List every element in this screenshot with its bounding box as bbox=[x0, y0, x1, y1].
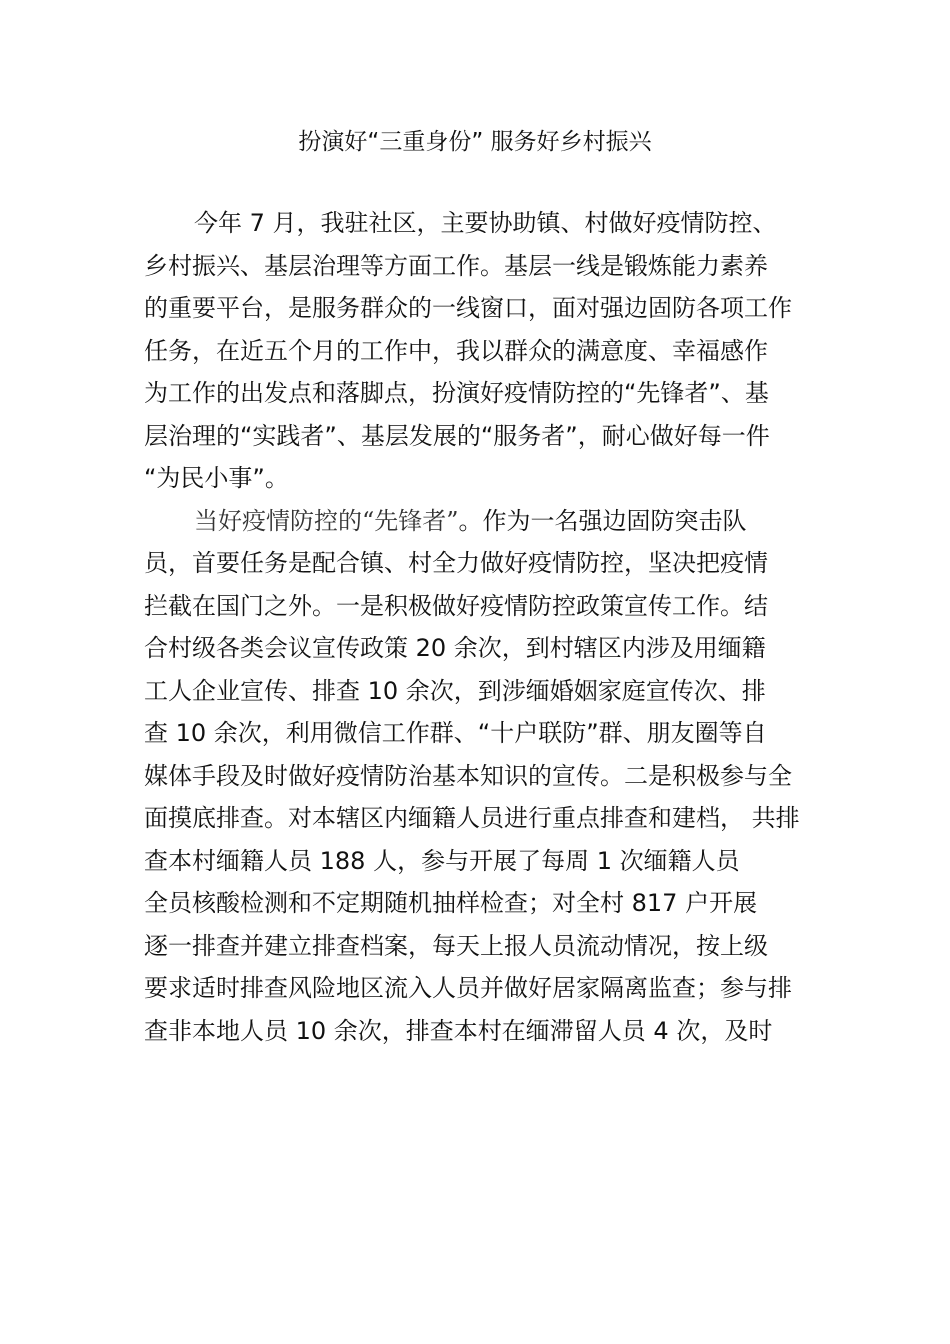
document-title: 扮演好“三重身份” 服务好乡村振兴 bbox=[298, 129, 652, 155]
paragraph-2-line-1 bbox=[144, 500, 824, 543]
paragraph-2-line-12: 要求适时排查风险地区流入人员并做好居家隔离监查；参与排 bbox=[144, 974, 792, 1002]
paragraph-2-line-5: 工人企业宣传、排查 10 余次，到涉缅婚姻家庭宣传次、排 bbox=[144, 676, 766, 705]
paragraph-2-line-6: 查 10 余次，利用微信工作群、“十户联防”群、朋友圈等自 bbox=[144, 719, 767, 747]
paragraph-1-line-3: 的重要平台，是服务群众的一线窗口，面对强边固防各项工作 bbox=[144, 294, 792, 322]
paragraph-1-line-5: 为工作的出发点和落脚点，扮演好疫情防控的“先锋者”、基 bbox=[144, 379, 769, 407]
paragraph-1-line-2: 乡村振兴、基层治理等方面工作。基层一线是锻炼能力素养 bbox=[144, 251, 768, 280]
paragraph-2-line-7: 媒体手段及时做好疫情防治基本知识的宣传。二是积极参与全 bbox=[144, 761, 792, 790]
paragraph-1-line-4: 任务，在近五个月的工作中，我以群众的满意度、幸福感作 bbox=[144, 336, 768, 365]
paragraph-2-line-1-rest: 。作为一名强边固防突击队 bbox=[458, 506, 747, 535]
section-heading-vanguard: 当好疫情防控的“先锋者” bbox=[194, 506, 459, 535]
paragraph-2-line-11: 逐一排查并建立排查档案，每天上报人员流动情况，按上级 bbox=[144, 931, 768, 960]
paragraph-2-line-3: 拦截在国门之外。一是积极做好疫情防控政策宣传工作。结 bbox=[144, 591, 768, 620]
paragraph-1-line-1: 今年 7 月，我驻社区，主要协助镇、村做好疫情防控、 bbox=[194, 209, 777, 237]
paragraph-2-line-2: 员，首要任务是配合镇、村全力做好疫情防控，坚决把疫情 bbox=[144, 549, 768, 577]
paragraph-2-line-9: 查本村缅籍人员 188 人，参与开展了每周 1 次缅籍人员 bbox=[144, 846, 740, 875]
paragraph-1-line-7: “为民小事”。 bbox=[144, 464, 289, 492]
paragraph-2-line-10: 全员核酸检测和不定期随机抽样检查；对全村 817 户开展 bbox=[144, 889, 758, 917]
document-body bbox=[144, 202, 824, 1052]
paragraph-2-line-4: 合村级各类会议宣传政策 20 余次，到村辖区内涉及用缅籍 bbox=[144, 634, 766, 662]
paragraph-2-line-8: 面摸底排查。对本辖区内缅籍人员进行重点排查和建档， 共排 bbox=[144, 804, 800, 832]
paragraph-1-line-6: 层治理的“实践者”、基层发展的“服务者”，耐心做好每一件 bbox=[144, 421, 770, 450]
paragraph-2-line-13: 查非本地人员 10 余次，排查本村在缅滞留人员 4 次，及时 bbox=[144, 1016, 773, 1045]
